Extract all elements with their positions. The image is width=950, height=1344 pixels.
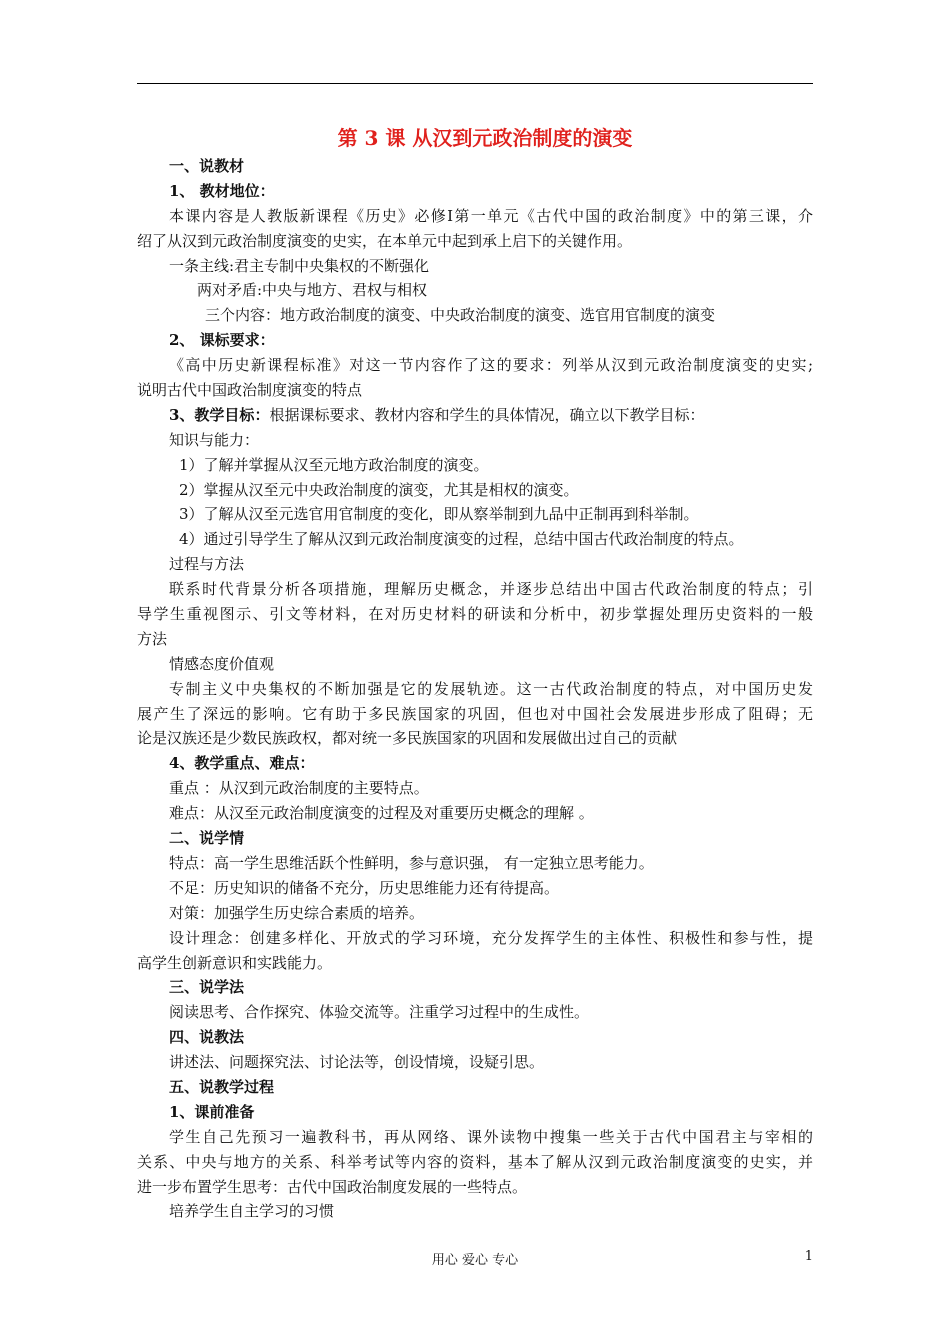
text-line: 2、 课标要求：: [169, 331, 275, 350]
text-line: 两对矛盾:中央与地方、君权与相权: [197, 281, 428, 300]
text-line: 方法: [137, 629, 168, 648]
text-line: 不足：历史知识的储备不充分，历史思维能力还有待提高。: [169, 878, 560, 897]
text-line: 情感态度价值观: [169, 654, 275, 673]
text-line: 一、说教材: [169, 157, 245, 175]
body-lines: [137, 154, 813, 1224]
text-line: 过程与方法: [169, 555, 245, 574]
text-line-rest: 根据课标要求、教材内容和学生的具体情况，确立以下教学目标：: [269, 405, 705, 424]
text-line-heading: 3、教学目标：: [169, 405, 270, 424]
text-line: 进一步布置学生思考：古代中国政治制度发展的一些特点。: [137, 1177, 528, 1196]
text-line: 1、课前准备: [169, 1102, 255, 1121]
text-line: 培养学生自主学习的习惯: [169, 1202, 335, 1221]
text-line: 3）了解从汉至元选官用官制度的变化，即从察举制到九品中正制再到科举制。: [179, 505, 699, 524]
document-body: [137, 124, 813, 1224]
header-rule: [137, 83, 813, 84]
text-line: 展产生了深远的影响。它有助于多民族国家的巩固，但也对中国社会发展进步形成了阻碍；无: [137, 704, 813, 723]
text-line: 高学生创新意识和实践能力。: [137, 953, 333, 972]
text-line: 1）了解并掌握从汉至元地方政治制度的演变。: [179, 455, 489, 474]
text-line: 1、 教材地位：: [169, 181, 275, 200]
text-line: 讲述法、问题探究法、讨论法等，创设情境，设疑引思。: [169, 1053, 545, 1072]
text-line: 专制主义中央集权的不断加强是它的发展轨迹。这一古代政治制度的特点，对中国历史发: [169, 679, 813, 698]
text-line: 三个内容：地方政治制度的演变、中央政治制度的演变、选官用官制度的演变: [205, 306, 716, 325]
text-line: 说明古代中国政治制度演变的特点: [137, 381, 363, 400]
text-line: 特点：高一学生思维活跃个性鲜明，参与意识强， 有一定独立思考能力。: [169, 853, 654, 872]
text-line: 论是汉族还是少数民族政权，都对统一多民族国家的巩固和发展做出过自己的贡献: [137, 729, 678, 748]
text-line: 联系时代背景分析各项措施，理解历史概念，并逐步总结出中国古代政治制度的特点；引: [169, 580, 813, 599]
text-line: 《高中历史新课程标准》对这一节内容作了这的要求：列举从汉到元政治制度演变的史实;: [169, 356, 813, 375]
text-line: 阅读思考、合作探究、体验交流等。注重学习过程中的生成性。: [169, 1003, 590, 1022]
footer-text: 用心 爱心 专心: [431, 1253, 519, 1268]
text-line: 四、说教法: [169, 1028, 245, 1047]
text-line: 二、说学情: [169, 829, 245, 848]
text-line: 一条主线:君主专制中央集权的不断强化: [169, 256, 430, 275]
text-line: 学生自己先预习一遍教科书，再从网络、课外读物中搜集一些关于古代中国君主与宰相的: [169, 1127, 813, 1146]
text-line: 对策：加强学生历史综合素质的培养。: [169, 903, 425, 922]
text-line: 三、说学法: [169, 978, 245, 997]
text-line: 五、说教学过程: [169, 1077, 275, 1096]
text-line: 难点：从汉至元政治制度演变的过程及对重要历史概念的理解 。: [169, 804, 594, 823]
text-line: 绍了从汉到元政治制度演变的史实，在本单元中起到承上启下的关键作用。: [137, 231, 633, 250]
text-line: 导学生重视图示、引文等材料，在对历史材料的研读和分析中，初步掌握处理历史资料的一般: [137, 605, 813, 624]
text-line: 本课内容是人教版新课程《历史》必修Ⅰ第一单元《古代中国的政治制度》中的第三课，介: [169, 206, 813, 225]
document-title: 第 3 课 从汉到元政治制度的演变: [337, 126, 633, 150]
text-line: [137, 403, 813, 428]
text-line: 2）掌握从汉至元中央政治制度的演变，尤其是相权的演变。: [179, 480, 579, 499]
text-line: 设计理念：创建多样化、开放式的学习环境，充分发挥学生的主体性、积极性和参与性，提: [169, 928, 813, 947]
text-line: 知识与能力：: [169, 430, 260, 449]
text-line: 重点 ：从汉到元政治制度的主要特点。: [169, 779, 429, 798]
text-line: 关系、中央与地方的关系、科举考试等内容的资料，基本了解从汉到元政治制度演变的史实，并: [137, 1152, 813, 1171]
text-line: 4）通过引导学生了解从汉到元政治制度演变的过程，总结中国古代政治制度的特点。: [179, 530, 744, 549]
text-line: 4、教学重点、难点：: [169, 754, 315, 773]
page-number: 1: [804, 1249, 813, 1264]
